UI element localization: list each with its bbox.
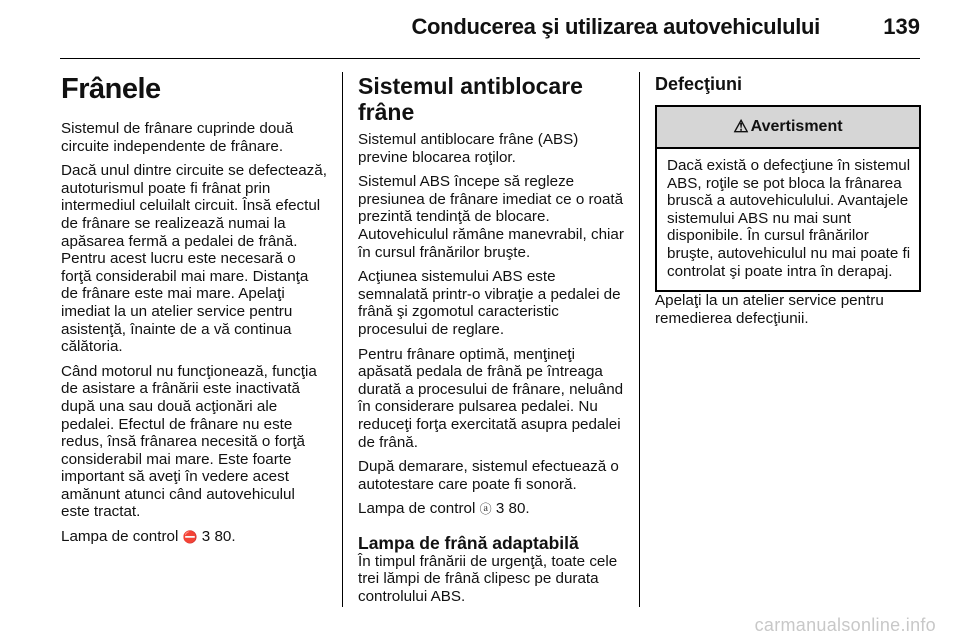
paragraph: După demarare, sistemul efectuează o autotestare care poate fi sonoră. <box>358 458 619 493</box>
paragraph: Apelaţi la un atelier service pentru remedierea defecţiunii. <box>655 292 884 327</box>
lamp-reference <box>61 528 327 547</box>
section-heading-brakes: Frânele <box>61 73 161 105</box>
paragraph: Când motorul nu funcţionează, funcţia de asistare a frânării este inactivată după una sau două acţionări ale pedalei. Efectul de frânare nu este redus, însă frânarea necesită o forţă considerabil mai mare. Este foarte important să aveţi în vedere acest amănunt atunci când autovehiculul este tractat. <box>61 362 317 521</box>
column-divider-2 <box>639 72 640 607</box>
column-divider-1 <box>342 72 343 607</box>
column-faults <box>655 72 921 334</box>
abs-lamp-icon: ⓐ <box>479 502 492 517</box>
warning-triangle-icon: ⚠ <box>733 117 749 137</box>
warning-title: Avertisment <box>750 118 843 136</box>
warning-header <box>657 107 919 149</box>
lamp-reference <box>358 500 624 519</box>
paragraph: Acţiunea sistemului ABS este semnalată printr-o vibraţie a pedalei de frână şi zgomotul caracteristic procesului de reglare. <box>358 268 621 338</box>
header-title: Conducerea şi utilizarea autovehiculului <box>411 14 820 39</box>
warning-box <box>655 105 921 292</box>
paragraph: Pentru frânare optimă, menţineţi apăsată pedala de frână pe întreaga durată a procesului de frânare, neluând în considerare pulsarea pedalei. Nu reduceţi forţa exercitată asupra pedalei de frână. <box>358 345 624 451</box>
section-heading-abs: Sistemul antiblocare frâne <box>358 73 583 125</box>
paragraph: Sistemul de frânare cuprinde două circuite independente de frânare. <box>61 120 294 155</box>
column-brakes <box>61 72 327 554</box>
brake-lamp-icon: ⛔ <box>182 530 198 545</box>
paragraph: Dacă unul dintre circuite se defectează, autoturismul poate fi frânat prin intermediul celuilalt circuit. Însă efectul de frânare se realizează numai la apăsarea fermă a pedalei de frână. Pentru acest lucru este necesară o forţă considerabil mai mare. Distanţa de frânare este mai mare. Apelaţi imediat la un atelier service pentru asistenţă, înainte de a vă continua călătoria. <box>61 162 327 356</box>
watermark: carmanualsonline.info <box>754 615 936 635</box>
lamp-label: Lampa de control <box>61 528 179 546</box>
paragraph: Sistemul antiblocare frâne (ABS) previne blocarea roţilor. <box>358 131 579 166</box>
page-reference-link[interactable]: 3 80. <box>201 528 236 546</box>
column-abs <box>358 72 624 613</box>
paragraph: În timpul frânării de urgenţă, toate cele trei lămpi de frână clipesc pe durata controlului ABS. <box>358 552 618 606</box>
paragraph: Sistemul ABS începe să regleze presiunea de frânare imediat ce o roată prezintă tendinţă de blocare. Autovehiculul rămâne manevrabil, chiar în cursul frânărilor bruşte. <box>358 173 624 261</box>
header-divider <box>60 58 920 59</box>
page-number: 139 <box>883 14 920 39</box>
subheading-adaptive-brake-light: Lampa de frână adaptabilă <box>358 532 579 553</box>
page-reference-link[interactable]: 3 80. <box>495 500 530 518</box>
warning-text: Dacă există o defecţiune în sistemul ABS, roţile se pot bloca la frânarea bruscă a autovehiculului. Avantajele sistemului ABS nu mai sunt disponibile. În cursul frânărilor bruşte, autovehiculul nu mai poate fi controlat şi poate intra în derapaj. <box>667 157 911 280</box>
lamp-label: Lampa de control <box>358 500 476 518</box>
section-heading-faults: Defecţiuni <box>655 74 743 94</box>
